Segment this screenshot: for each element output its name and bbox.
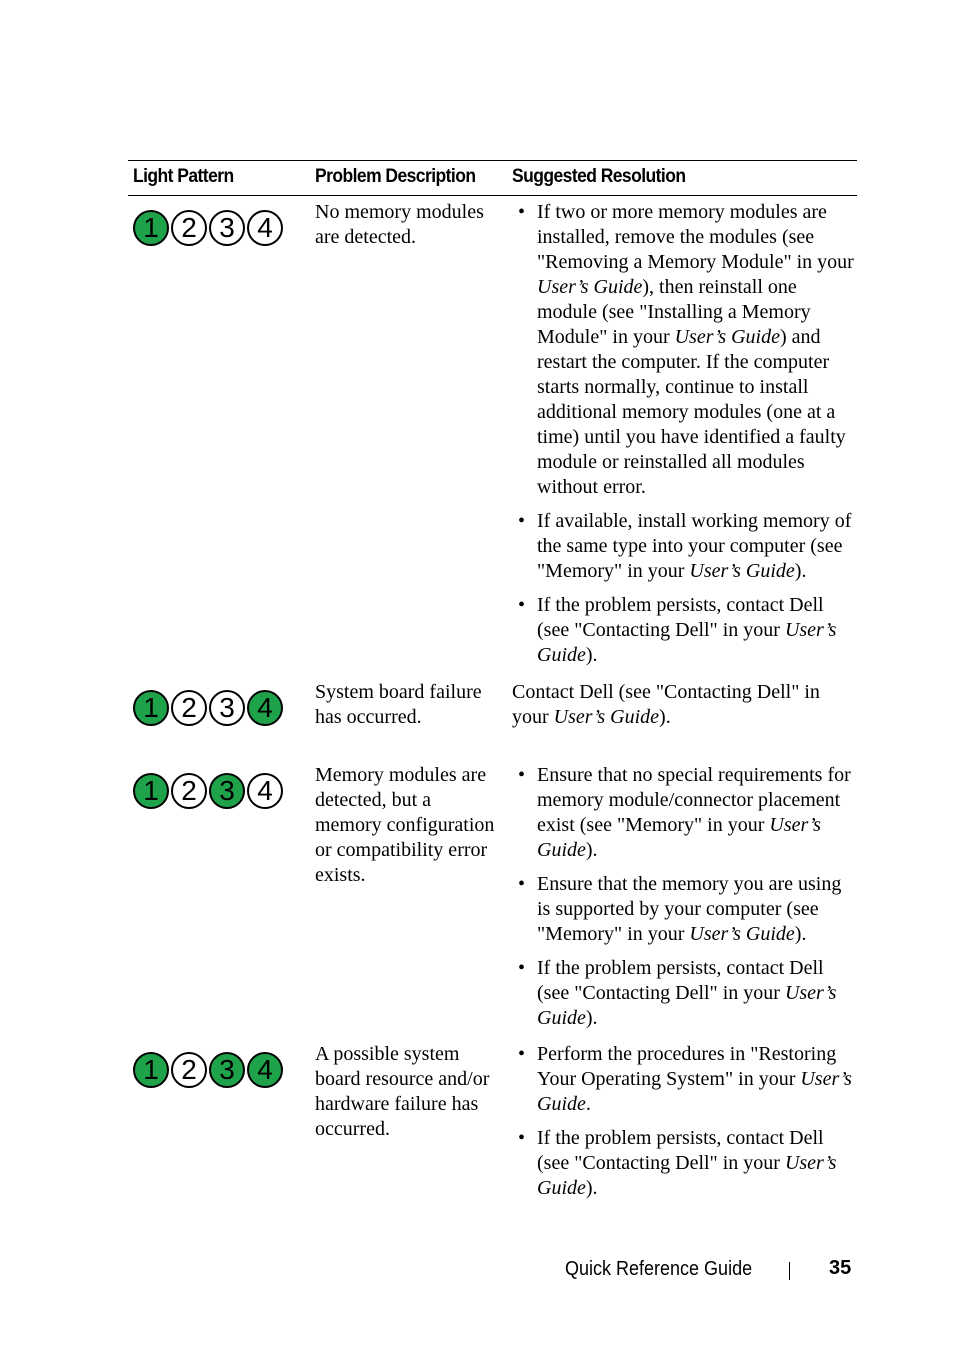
light-pattern bbox=[133, 1052, 283, 1090]
resolution-list bbox=[512, 1042, 857, 1201]
diagnostic-light-2: 2 bbox=[171, 690, 207, 726]
diagnostic-light-3: 3 bbox=[209, 773, 245, 809]
footer-divider bbox=[789, 1262, 790, 1280]
light-pattern bbox=[133, 773, 283, 811]
diagnostic-light-4: 4 bbox=[247, 773, 283, 809]
diagnostic-light-3: 3 bbox=[209, 1052, 245, 1088]
header-problem-description: Problem Description bbox=[315, 166, 476, 187]
resolution-item: • If two or more memory modules are installed, remove the modules (see "Removing a Memory Module" in your User’s Guide), then reinstall one module (see "Installing a Memory Module" in your User’s Guide) and restart the computer. If the computer starts normally, continue to install additional memory modules (one at a time) until you have identified a faulty module or reinstalled all modules without error. bbox=[512, 200, 857, 500]
table-header bbox=[128, 160, 857, 196]
diagnostic-light-4: 4 bbox=[247, 690, 283, 726]
header-suggested-resolution: Suggested Resolution bbox=[512, 166, 686, 187]
diagnostic-light-4: 4 bbox=[247, 210, 283, 246]
resolution-list bbox=[512, 763, 857, 1031]
resolution-item: • If the problem persists, contact Dell (see "Contacting Dell" in your User’s Guide). bbox=[512, 1126, 857, 1201]
problem-description: No memory modules are detected. bbox=[315, 201, 484, 248]
resolution-item: • If available, install working memory of the same type into your computer (see "Memory" in your User’s Guide). bbox=[512, 509, 857, 584]
resolution-item: • If the problem persists, contact Dell (see "Contacting Dell" in your User’s Guide). bbox=[512, 956, 857, 1031]
suggested-resolution bbox=[512, 200, 857, 668]
resolution-item: • If the problem persists, contact Dell (see "Contacting Dell" in your User’s Guide). bbox=[512, 593, 857, 668]
diagnostic-light-4: 4 bbox=[247, 1052, 283, 1088]
resolution-item: • Ensure that no special requirements for memory module/connector placement exist (see "Memory" in your User’s Guide). bbox=[512, 763, 857, 863]
page-footer bbox=[0, 1255, 954, 1285]
problem-description: A possible system board resource and/or hardware failure has occurred. bbox=[315, 1043, 490, 1140]
light-pattern bbox=[133, 690, 283, 728]
light-pattern bbox=[133, 210, 283, 248]
footer-title: Quick Reference Guide bbox=[565, 1258, 753, 1280]
diagnostic-light-1: 1 bbox=[133, 773, 169, 809]
suggested-resolution bbox=[512, 763, 857, 1031]
diagnostic-light-1: 1 bbox=[133, 690, 169, 726]
header-light-pattern: Light Pattern bbox=[133, 166, 234, 187]
diagnostic-light-3: 3 bbox=[209, 210, 245, 246]
diagnostic-light-2: 2 bbox=[171, 1052, 207, 1088]
diagnostic-light-2: 2 bbox=[171, 773, 207, 809]
page-number: 35 bbox=[829, 1257, 852, 1279]
resolution-item: • Ensure that the memory you are using is supported by your computer (see "Memory" in your User’s Guide). bbox=[512, 872, 857, 947]
problem-description: Memory modules are detected, but a memory configuration or compatibility error exists. bbox=[315, 764, 495, 886]
problem-description: System board failure has occurred. bbox=[315, 681, 482, 728]
diagnostic-light-2: 2 bbox=[171, 210, 207, 246]
suggested-resolution: Contact Dell (see "Contacting Dell" in your User’s Guide). bbox=[512, 681, 820, 728]
diagnostic-light-1: 1 bbox=[133, 210, 169, 246]
resolution-list bbox=[512, 200, 857, 668]
diagnostic-light-1: 1 bbox=[133, 1052, 169, 1088]
suggested-resolution bbox=[512, 1042, 857, 1201]
resolution-item: • Perform the procedures in "Restoring Your Operating System" in your User’s Guide. bbox=[512, 1042, 857, 1117]
diagnostic-light-3: 3 bbox=[209, 690, 245, 726]
